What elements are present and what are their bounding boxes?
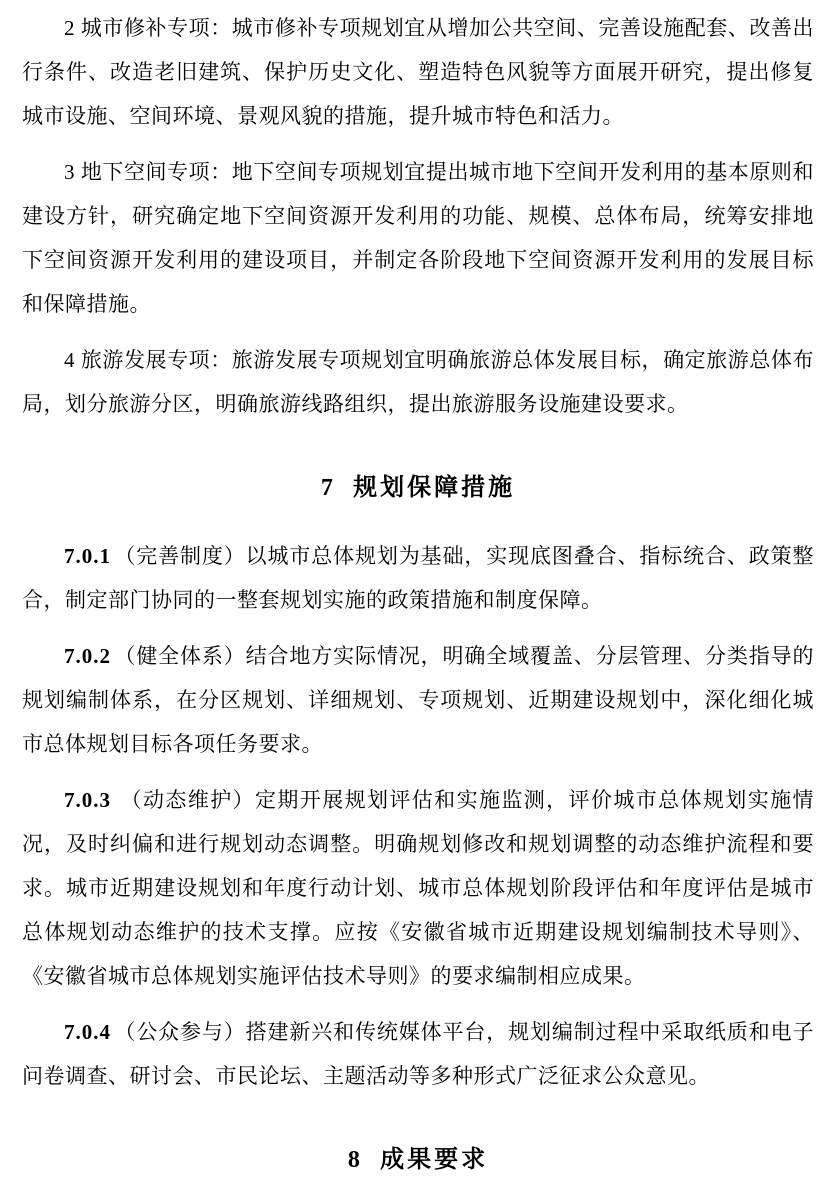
chapter-8-number: 8: [347, 1147, 361, 1173]
clause-7-0-2-text: （健全体系）结合地方实际情况，明确全域覆盖、分层管理、分类指导的规划编制体系，在分区规划、详细规划、专项规划、近期建设规划中，深化细化城市总体规划目标各项任务要求。: [22, 644, 814, 756]
paragraph-underground-space-special: 3 地下空间专项：地下空间专项规划宜提出城市地下空间开发利用的基本原则和建设方针，研究确定地下空间资源开发利用的功能、规模、总体布局，统筹安排地下空间资源开发利用的建设项目，并制定各阶段地下空间资源开发利用的发展目标和保障措施。: [22, 160, 814, 316]
clause-7-0-2: [22, 634, 814, 766]
clause-7-0-1-number: 7.0.1: [64, 544, 111, 568]
chapter-7-title: 规划保障措施: [353, 475, 516, 501]
chapter-8-title: 成果要求: [380, 1147, 489, 1173]
clause-7-0-4-number: 7.0.4: [64, 1020, 111, 1044]
clause-7-0-3-text: （动态维护）定期开展规划评估和实施监测，评价城市总体规划实施情况，及时纠偏和进行规划动态调整。明确规划修改和规划调整的动态维护流程和要求。城市近期建设规划和年度行动计划、城市总体规划阶段评估和年度评估是城市总体规划动态维护的技术支撑。应按《安徽省城市近期建设规划编制技术导则》、《安徽省城市总体规划实施评估技术导则》的要求编制相应成果。: [22, 788, 814, 988]
clause-7-0-2-number: 7.0.2: [64, 644, 111, 668]
clause-7-0-4-text: （公众参与）搭建新兴和传统媒体平台，规划编制过程中采取纸质和电子问卷调查、研讨会、市民论坛、主题活动等多种形式广泛征求公众意见。: [22, 1020, 814, 1088]
chapter-7-heading: [22, 466, 814, 510]
paragraph-tourism-development-special: 4 旅游发展专项：旅游发展专项规划宜明确旅游总体发展目标，确定旅游总体布局，划分旅游分区，明确旅游线路组织，提出旅游服务设施建设要求。: [22, 348, 814, 416]
clause-7-0-3: [22, 778, 814, 998]
chapter-7-number: 7: [320, 475, 334, 501]
clause-7-0-4: [22, 1010, 814, 1098]
clause-7-0-1-text: （完善制度）以城市总体规划为基础，实现底图叠合、指标统合、政策整合，制定部门协同的一整套规划实施的政策措施和制度保障。: [22, 544, 814, 612]
chapter-8-heading: [22, 1138, 814, 1182]
paragraph-city-repair-special: 2 城市修补专项：城市修补专项规划宜从增加公共空间、完善设施配套、改善出行条件、改造老旧建筑、保护历史文化、塑造特色风貌等方面展开研究，提出修复城市设施、空间环境、景观风貌的措施，提升城市特色和活力。: [22, 16, 814, 128]
clause-7-0-1: [22, 534, 814, 622]
clause-7-0-3-number: 7.0.3: [64, 788, 111, 812]
